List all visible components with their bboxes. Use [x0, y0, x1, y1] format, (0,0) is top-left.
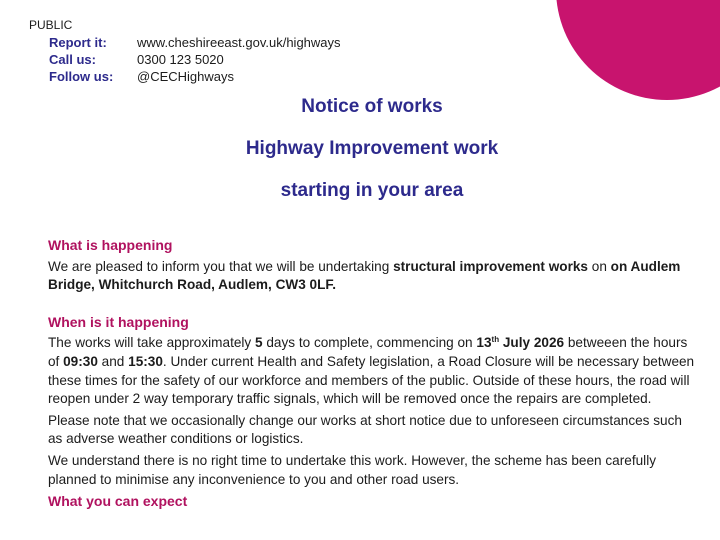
emphasis-text: 5: [255, 335, 263, 351]
title-line-3: starting in your area: [280, 180, 464, 201]
body-text: on: [587, 258, 611, 274]
contact-label: Follow us:: [49, 69, 114, 84]
emphasis-text: 15:30: [128, 353, 163, 369]
title-line-1: Notice of works: [301, 96, 443, 117]
phone-number[interactable]: 0300 123 5020: [137, 52, 224, 67]
contact-label: Report it:: [49, 35, 107, 50]
body-text: Please note that we occasionally change our works at short notice due to unforeseen circumstances such as adverse weather conditions or logistics.: [48, 412, 682, 447]
emphasis-text: structural improvement works: [393, 258, 588, 274]
title-line-2: Highway Improvement work: [245, 138, 499, 159]
emphasis-text: 13: [476, 335, 492, 351]
body-text: . Under current Health and Safety legislation, a Road Closure will be necessary between these times for the safety of our workforce and members of the public. Outside of these hours, the road will reopen under 2 way temporary traffic signals, which will be removed once the repairs are completed.: [48, 353, 695, 407]
section-heading-when: When is it happening: [48, 313, 189, 330]
section-paragraph: [48, 452, 698, 489]
classification-label: PUBLIC: [29, 18, 73, 32]
section-heading-expect: What you can expect: [48, 493, 188, 510]
contact-row-call: [49, 51, 341, 68]
emphasis-text: th: [491, 335, 500, 345]
notice-titles: [0, 93, 720, 219]
contact-label: Call us:: [49, 52, 96, 67]
contact-details: [49, 34, 341, 85]
body-text: betweeen the hours of: [48, 335, 688, 369]
section-paragraph: [48, 334, 698, 408]
body-text: and: [97, 353, 129, 369]
body-text: We understand there is no right time to undertake this work. However, the scheme has been carefully planned to minimise any inconvenience to you and other road users.: [48, 452, 657, 487]
body-text: The works will take approximately: [48, 335, 255, 351]
body-text: We are pleased to inform you that we will be undertaking: [48, 258, 394, 274]
council-logo: [556, 0, 720, 100]
contact-row-report: [49, 34, 341, 51]
section-paragraph: [48, 412, 698, 449]
body-text: days to complete, commencing on: [262, 335, 477, 351]
emphasis-text: on Audlem Bridge, Whitchurch Road, Audlem, CW3 0LF.: [48, 258, 681, 293]
report-url[interactable]: www.cheshireeast.gov.uk/highways: [137, 35, 341, 50]
emphasis-text: July 2026: [499, 335, 565, 351]
section-heading-what: What is happening: [48, 237, 173, 253]
section-paragraph: [48, 258, 698, 295]
notice-body: [48, 236, 698, 514]
contact-row-follow: [49, 68, 341, 85]
emphasis-text: 09:30: [63, 353, 98, 369]
social-handle[interactable]: @CECHighways: [137, 69, 234, 84]
